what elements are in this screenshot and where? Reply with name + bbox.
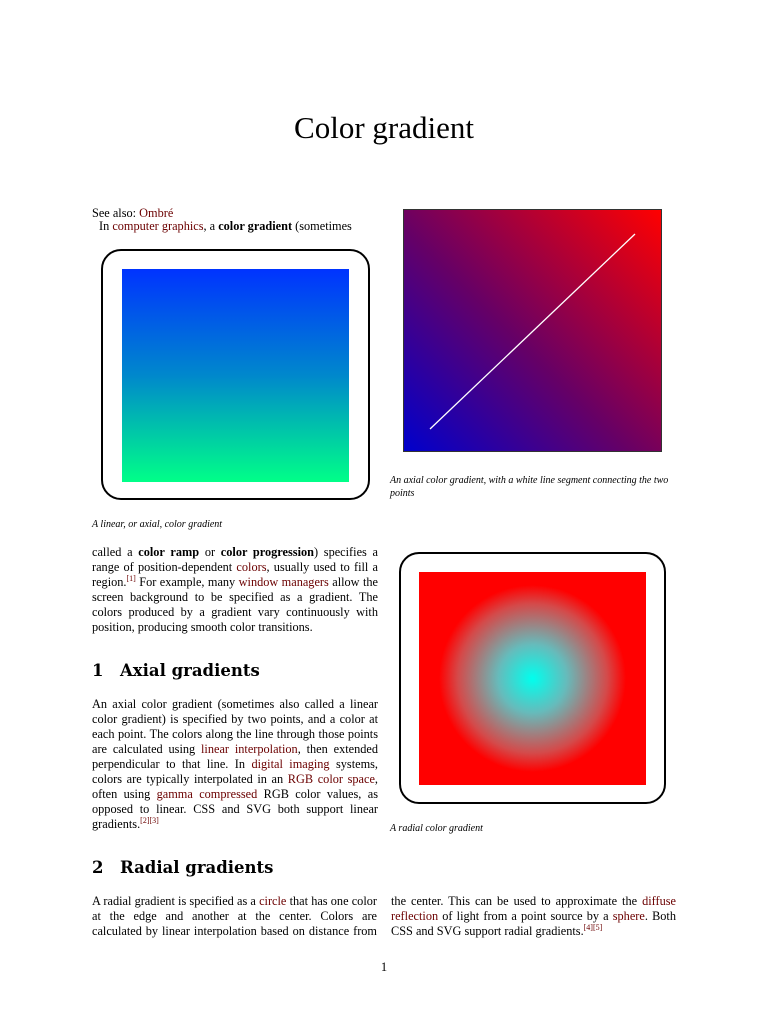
radial-gradient-swatch: [419, 572, 646, 785]
axial-gradient-caption: An axial color gradient, with a white line segment connecting the two points: [390, 475, 669, 499]
colors-link[interactable]: colors: [236, 560, 267, 574]
ombre-link[interactable]: Ombré: [139, 206, 174, 220]
linear-gradient-figure: [101, 249, 370, 500]
sphere-link[interactable]: sphere: [612, 909, 645, 923]
intro-paragraph: called a color ramp or color progression) specifies a range of position-dependent colors, usually used to fill a region.[1] For example, many window managers allow the screen background to be specified as a gradient. The colors produced by a gradient vary continuously with position, producing smooth color transitions.: [92, 545, 379, 634]
linear-gradient-swatch: [122, 269, 349, 482]
gamma-compressed-link[interactable]: gamma compressed: [156, 787, 258, 801]
section-2-paragraph: A radial gradient is specified as a circle that has one color at the edge and another at the center. Colors are calculated by linear interpolation based on distance from the center. This can be used to approximate the diffuse reflection of light from a point source by a sphere. Both CSS and SVG support radial gradients.[4][5]: [92, 894, 676, 938]
linear-gradient-caption: A linear, or axial, color gradient: [92, 519, 223, 530]
radial-gradient-caption: A radial color gradient: [390, 823, 483, 834]
section-1-paragraph: An axial color gradient (sometimes also called a linear color gradient) is specified by two points, and a color at each point. The colors along the line through those points are calculated using linear interpolation, then extended perpendicular to that line. In digital imaging systems, colors are typically interpolated in an RGB color space, often using gamma compressed RGB color values, as opposed to linear. CSS and SVG both support linear gradients.[2][3]: [92, 697, 379, 831]
axial-gradient-line-svg: [404, 210, 661, 451]
diffuse-reflection-link[interactable]: diffuse reflection: [391, 894, 676, 923]
rgb-color-space-link[interactable]: RGB color space: [287, 772, 375, 786]
see-also-line: See also: Ombré: [92, 206, 174, 220]
section-2-heading: 2 Radial gradients: [92, 858, 274, 877]
section-1-heading: 1 Axial gradients: [92, 661, 260, 680]
citation-2-3[interactable]: [2][3]: [140, 815, 159, 825]
page-title: Color gradient: [294, 110, 474, 145]
digital-imaging-link[interactable]: digital imaging: [251, 757, 330, 771]
axial-gradient-figure: [403, 209, 662, 452]
circle-link[interactable]: circle: [259, 894, 287, 908]
linear-interpolation-link[interactable]: linear interpolation: [201, 742, 298, 756]
intro-first-line: In computer graphics, a color gradient (sometimes: [99, 219, 352, 233]
radial-gradient-figure: [399, 552, 666, 804]
axial-gradient-line: [430, 234, 635, 429]
window-managers-link[interactable]: window managers: [238, 575, 329, 589]
citation-4-5[interactable]: [4][5]: [583, 922, 603, 932]
citation-1[interactable]: [1]: [126, 573, 136, 583]
page-number: 1: [380, 960, 388, 974]
computer-graphics-link[interactable]: computer graphics: [112, 219, 204, 233]
